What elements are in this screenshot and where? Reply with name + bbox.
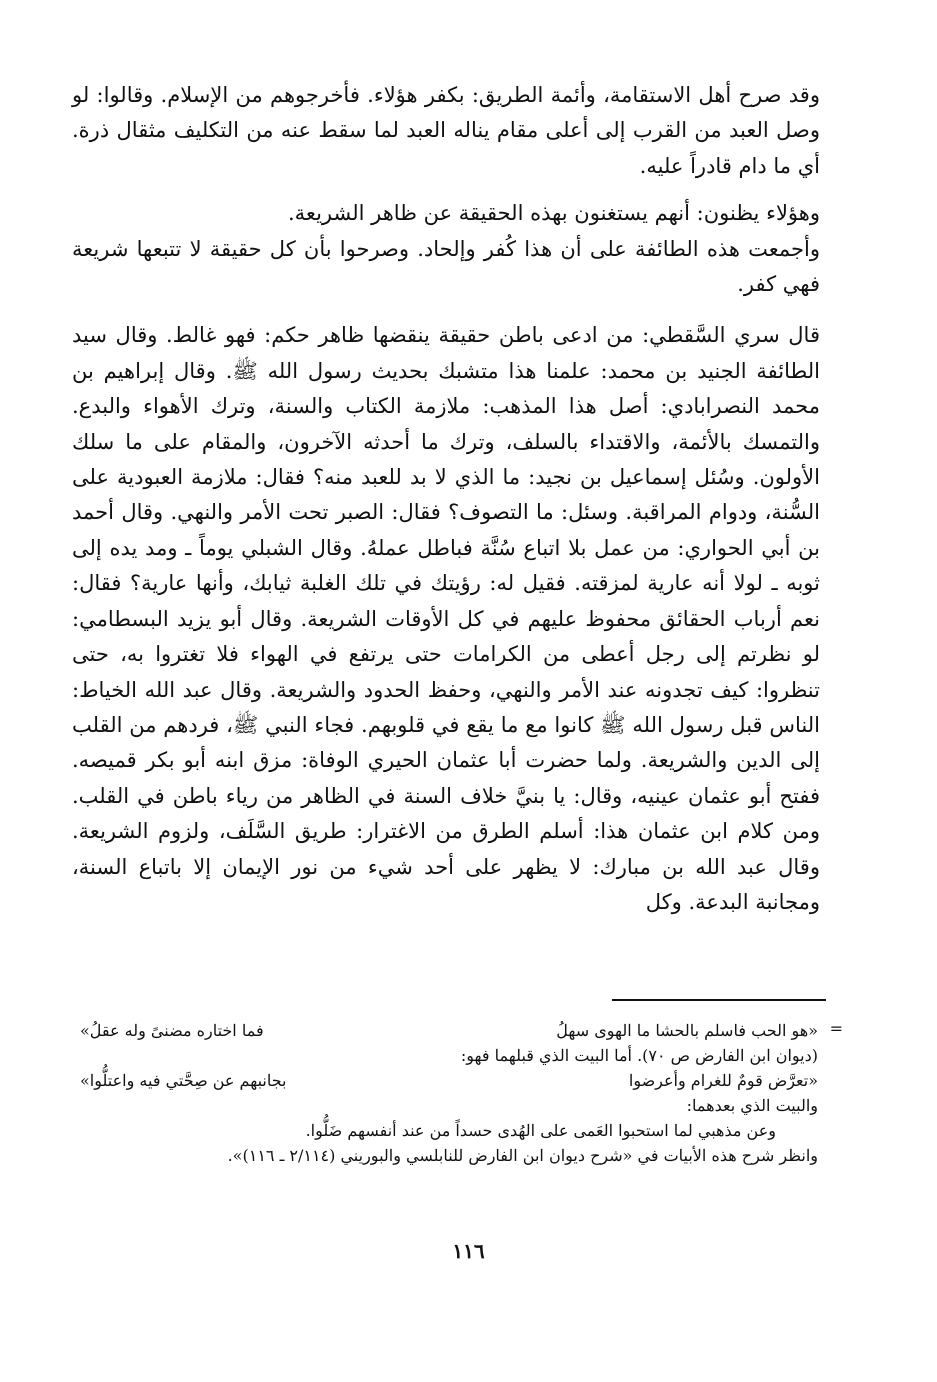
paragraph: وقد صرح أهل الاستقامة، وأئمة الطريق: بكفر هؤلاء. فأخرجوهم من الإسلام. وقالوا: لو وصل العبد من القرب إلى أعلى مقام يناله العبد لما سقط عنه من التكليف مثقال ذرة. أي ما دام قادراً عليه. — [72, 83, 820, 178]
verse-second-hemistich: بجانبهم عن صِحَّتي فيه واعتلُّوا» — [80, 1071, 287, 1090]
footnote-verse-line: وعن مذهبي لما استحبوا العَمى على الهُدى حسداً من عند أنفسهم ضَلُّوا. — [305, 1121, 776, 1140]
paragraph: وأجمعت هذه الطائفة على أن هذا كُفر وإلحاد. وصرحوا بأن كل حقيقة لا تتبعها شريعة فهي كفر. — [72, 236, 820, 297]
verse-second-hemistich: فما اختاره مضنىً وله عقلُ» — [80, 1021, 264, 1040]
footnote-line: والبيت الذي بعدهما: — [686, 1096, 818, 1115]
footnotes — [80, 1018, 843, 1168]
verse-first-hemistich: «هو الحب فاسلم بالحشا ما الهوى سهلُ — [556, 1021, 818, 1040]
verse-first-hemistich: «تعرَّض قومٌ للغرام وأعرضوا — [628, 1071, 818, 1090]
paragraph: قال سري السَّقطي: من ادعى باطن حقيقة ينقضها ظاهر حكم: فهو غالط. وقال سيد الطائفة الجنيد بن محمد: علمنا هذا متشبك بحديث رسول الله ﷺ. وقال إبراهيم بن محمد النصرابادي: أصل هذا المذهب: ملازمة الكتاب والسنة، وترك الأهواء والبدع. والتمسك بالأئمة، والاقتداء بالسلف، وترك ما أحدثه الآخرون، والمقام على ما سلك الأولون. وسُئل إسماعيل بن نجيد: ما الذي لا بد للعبد منه؟ فقال: ملازمة العبودية على السُّنة، ودوام المراقبة. وسئل: ما التصوف؟ فقال: الصبر تحت الأمر والنهي. وقال أحمد بن أبي الحواري: من عمل بلا اتباع سُنَّة فباطل عملهُ. وقال الشبلي يوماً ـ ومد يده إلى ثوبه ـ لولا أنه عارية لمزقته. فقيل له: رؤيتك في تلك الغلبة ثيابك، وأنها عارية؟ فقال: نعم أرباب الحقائق محفوظ عليهم في كل الأوقات الشريعة. وقال أبو يزيد البسطامي: لو نظرتم إلى رجل أعطى من الكرامات حتى يرتفع في الهواء فلا تغتروا به، حتى تنظروا: كيف تجدونه عند الأمر والنهي، وحفظ الحدود والشريعة. وقال عبد الله الخياط: الناس قبل رسول الله ﷺ كانوا مع ما يقع في قلوبهم. فجاء النبي ﷺ، فردهم من القلب إلى الدين والشريعة. ولما حضرت أبا عثمان الحيري الوفاة: مزق ابنه أبو بكر قميصه. ففتح أبو عثمان عينيه، وقال: يا بنيَّ خلاف السنة في الظاهر من رياء باطن في القلب. ومن كلام ابن عثمان هذا: أسلم الطرق من الاغترار: طريق السَّلَف، ولزوم الشريعة. وقال عبد الله بن مبارك: لا يظهر على أحد شيء من نور الإيمان إلا باتباع السنة، ومجانبة البدعة. وكل — [72, 323, 820, 914]
page-number: ١١٦ — [452, 1239, 485, 1263]
main-text — [72, 78, 820, 920]
paragraph: وهؤلاء يظنون: أنهم يستغنون بهذه الحقيقة عن ظاهر الشريعة. — [288, 201, 820, 226]
footnote-line: (ديوان ابن الفارض ص ٧٠). أما البيت الذي قبلهما فهو: — [460, 1046, 818, 1065]
footnote-separator — [612, 999, 826, 1001]
footnote-line: وانظر شرح هذه الأبيات في «شرح ديوان ابن الفارض للنابلسي والبوريني (٢/١١٤ ـ ١١٦)». — [227, 1146, 818, 1165]
footnote-verse — [80, 1018, 818, 1043]
footnote-continuation-marker: = — [829, 1019, 843, 1038]
footnote-verse — [80, 1068, 818, 1093]
